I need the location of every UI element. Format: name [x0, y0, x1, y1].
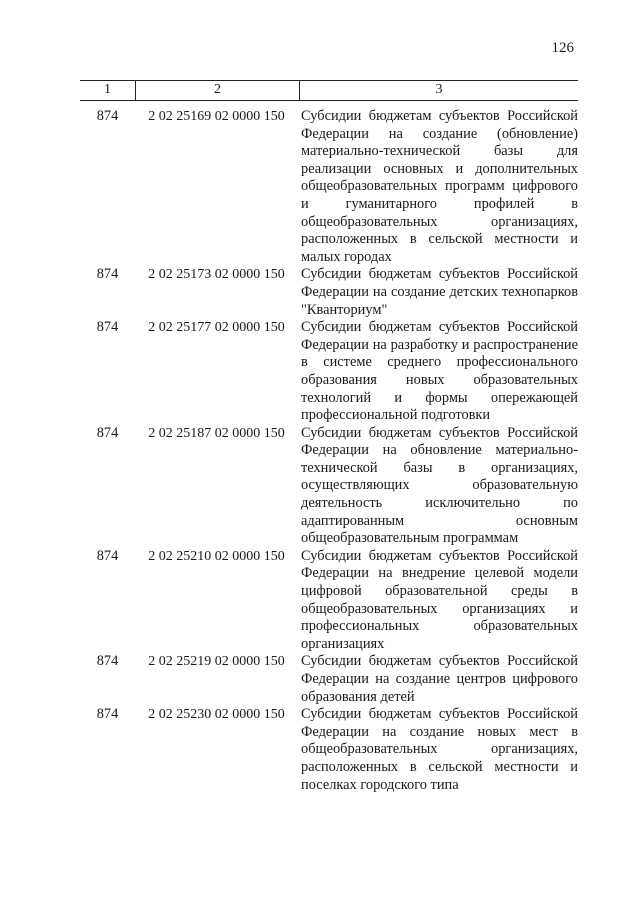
admin-code: 874 [96, 266, 119, 283]
income-description: Субсидии бюджетам субъектов Российской Федерации на обновление материально-технической базы в организациях, осуществляющих образовательную деятельность исключительно по адаптированным основным общеобразовательным программам [301, 424, 578, 547]
table-row [80, 266, 578, 319]
table-row [80, 425, 578, 548]
admin-code: 874 [96, 108, 119, 124]
budget-code: 2 02 25230 02 0000 150 [148, 707, 285, 723]
income-description: Субсидии бюджетам субъектов Российской Федерации на внедрение целевой модели цифровой образовательной среды в общеобразовательных организациях и профессиональных образовательных организациях [301, 547, 578, 652]
admin-code: 874 [96, 424, 119, 441]
income-description: Субсидии бюджетам субъектов Российской Федерации на создание (обновление) материально-технической базы для реализации основных и дополнительных общеобразовательных программ цифрового и гуманитарного профилей в общеобразовательных организациях, расположенных в сельской местности и малых городах [301, 108, 578, 265]
table-row [80, 653, 578, 706]
admin-code: 874 [96, 319, 119, 336]
budget-code: 2 02 25187 02 0000 150 [148, 425, 285, 441]
income-description: Субсидии бюджетам субъектов Российской Федерации на разработку и распространение в системе среднего профессионального образования новых образовательных технологий и формы опережающей профессиональной подготовки [301, 319, 578, 424]
header-col-2: 2 [136, 81, 300, 100]
table-row [80, 319, 578, 425]
table-row [80, 548, 578, 654]
table-row [80, 108, 578, 266]
budget-code: 2 02 25173 02 0000 150 [148, 267, 285, 283]
admin-code: 874 [96, 706, 119, 723]
table-body [80, 108, 578, 794]
budget-code: 2 02 25210 02 0000 150 [148, 548, 285, 564]
income-description: Субсидии бюджетам субъектов Российской Федерации на создание новых мест в общеобразовательных организациях, расположенных в сельской местности и поселках городского типа [301, 706, 578, 793]
table-header [80, 80, 578, 101]
budget-code: 2 02 25169 02 0000 150 [148, 109, 285, 124]
budget-code: 2 02 25219 02 0000 150 [148, 654, 285, 670]
income-description: Субсидии бюджетам субъектов Российской Федерации на создание центров цифрового образования детей [301, 653, 578, 705]
header-col-3: 3 [435, 82, 443, 97]
budget-code: 2 02 25177 02 0000 150 [148, 320, 285, 336]
admin-code: 874 [96, 547, 119, 564]
income-description: Субсидии бюджетам субъектов Российской Федерации на создание детских технопарков "Кванториум" [301, 266, 578, 318]
header-col-1: 1 [80, 81, 136, 100]
table-row [80, 706, 578, 794]
admin-code: 874 [96, 653, 119, 670]
page-number: 126 [551, 40, 574, 56]
